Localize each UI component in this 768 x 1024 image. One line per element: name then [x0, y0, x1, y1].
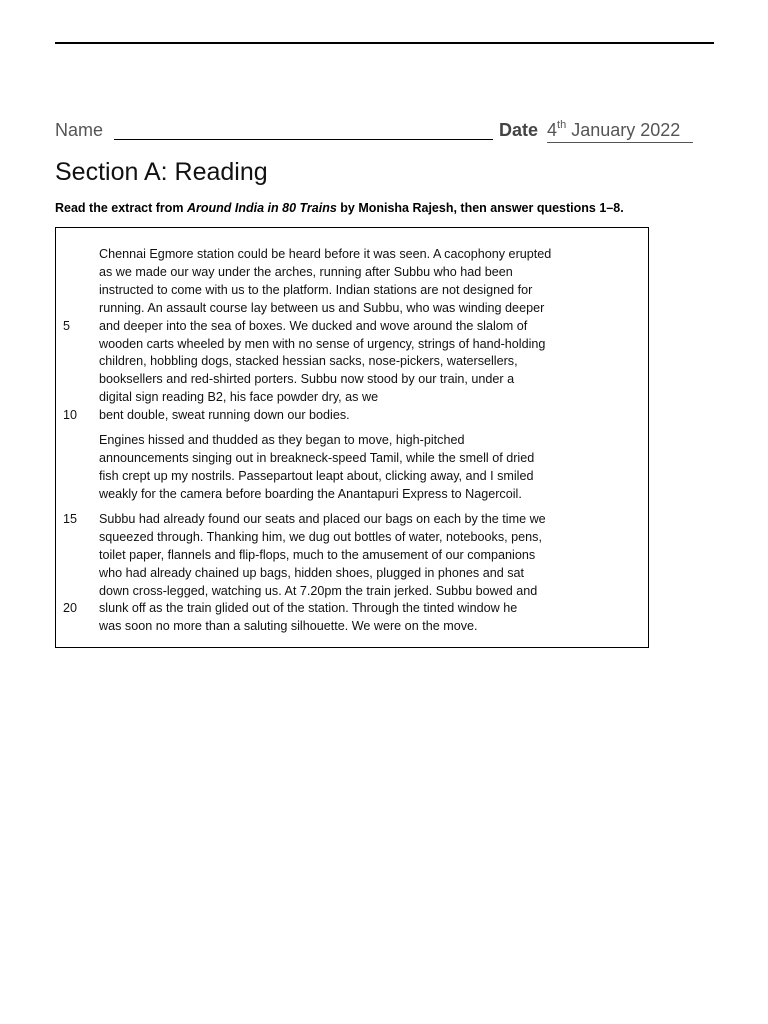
instruction-suffix: by Monisha Rajesh, then answer questions 1–8. — [336, 201, 624, 215]
instruction-text — [55, 201, 624, 215]
extract-line: Engines hissed and thudded as they began to move, high-pitched — [99, 433, 465, 447]
extract-line: Chennai Egmore station could be heard before it was seen. A cacophony erupted — [99, 247, 552, 261]
extract-box — [55, 227, 649, 648]
extract-line: and deeper into the sea of boxes. We ducked and wove around the slalom of — [99, 319, 528, 333]
extract-line: wooden carts wheeled by men with no sense of urgency, strings of hand-holding — [99, 337, 546, 351]
extract-line: instructed to come with us to the platform. Indian stations are not designed for — [99, 283, 533, 297]
name-date-row — [55, 117, 715, 145]
name-field-line — [114, 139, 493, 140]
extract-line: slunk off as the train glided out of the station. Through the tinted window he — [99, 601, 518, 615]
line-number-5: 5 — [63, 319, 71, 333]
name-label: Name — [55, 120, 104, 140]
extract-line: was soon no more than a saluting silhouette. We were on the move. — [99, 619, 478, 633]
extract-line: running. An assault course lay between us and Subbu, who was winding deeper — [99, 301, 545, 315]
extract-line: fish crept up my nostrils. Passepartout leapt about, clicking away, and I smiled — [99, 469, 534, 483]
extract-line: booksellers and red-shirted porters. Subbu now stood by our train, under a — [99, 372, 515, 386]
date-day: 4 — [547, 120, 558, 140]
line-number-20: 20 — [63, 601, 78, 615]
top-rule — [55, 42, 714, 44]
line-number-15: 15 — [63, 512, 78, 526]
extract-line: Subbu had already found our seats and placed our bags on each by the time we — [99, 512, 546, 526]
extract-line: weakly for the camera before boarding the Anantapuri Express to Nagercoil. — [99, 487, 522, 501]
date-label: Date — [499, 120, 539, 140]
instruction-prefix: Read the extract from — [55, 201, 187, 215]
book-title: Around India in 80 Trains — [186, 201, 337, 215]
extract-line: toilet paper, flannels and flip-flops, much to the amusement of our companions — [99, 548, 536, 562]
date-suffix: th — [557, 119, 567, 131]
date-value — [547, 120, 693, 143]
date-rest: January 2022 — [566, 120, 681, 140]
extract-line: digital sign reading B2, his face powder dry, as we — [99, 390, 379, 404]
extract-line: announcements singing out in breakneck-speed Tamil, while the smell of dried — [99, 451, 535, 465]
extract-line: squeezed through. Thanking him, we dug out bottles of water, notebooks, pens, — [99, 530, 542, 544]
extract-line: as we made our way under the arches, running after Subbu who had been — [99, 265, 513, 279]
extract-line: bent double, sweat running down our bodies. — [99, 408, 350, 422]
extract-line: down cross-legged, watching us. At 7.20pm the train jerked. Subbu bowed and — [99, 584, 538, 598]
section-title: Section A: Reading — [55, 158, 268, 186]
line-number-10: 10 — [63, 408, 78, 422]
extract-line: children, hobbling dogs, stacked hessian sacks, nose-pickers, watersellers, — [99, 354, 518, 368]
extract-line: who had already chained up bags, hidden shoes, plugged in phones and sat — [99, 566, 525, 580]
